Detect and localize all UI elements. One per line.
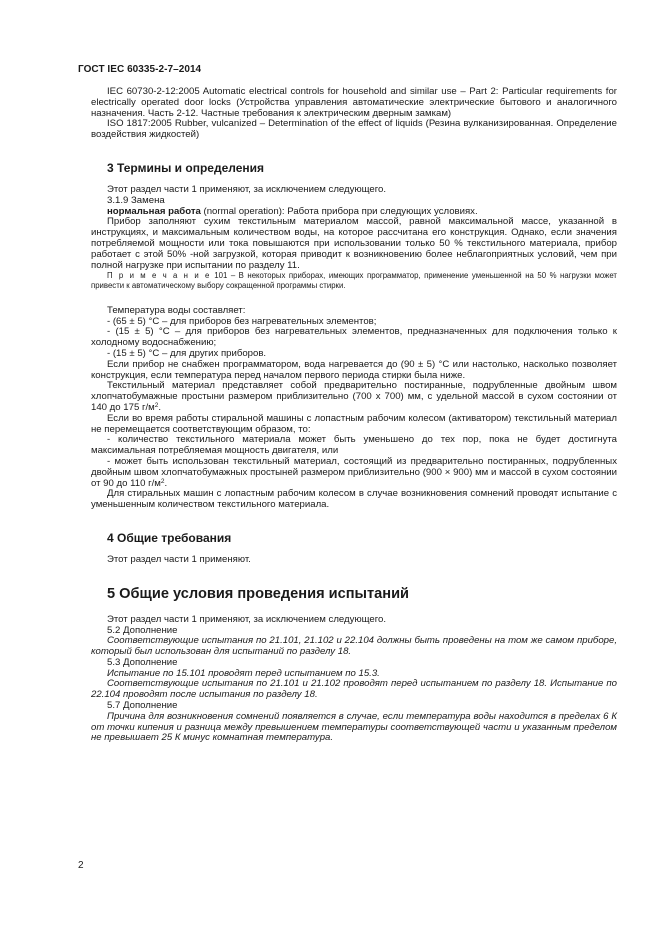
clause-5-3-text-1: Испытание по 15.101 проводят перед испытанием по 15.3. [107,667,380,679]
section-4-heading: 4 Общие требования [107,530,232,545]
note-label: П р и м е ч а н и е [107,271,211,281]
section-5-heading: 5 Общие условия проведения испытаний [107,585,410,602]
clause-5-3: 5.3 Дополнение [107,656,178,668]
alt-textile-end: . [164,477,168,489]
paragraph-activator: Если во время работы стиральной машины с лопастным рабочим колесом (активатором) текстильный материал не перемещается соответствующим образом, то: [91,412,617,435]
reference-iso-1817: ISO 1817:2005 Rubber, vulcanized – Determination of the effect of liquids (Резина вулканизированная. Определение воздействия жидкостей) [91,118,617,141]
textile-text: Текстильный материал представляет собой предварительно постиранные, подрубленные двойным швом хлопчатобумажные простыни размером приблизительно (700 х 700) мм, с удельной массой в сухом состоянии от 140 до 175 г/м [91,380,617,413]
clause-5-2-text: Соответствующие испытания по 21.101, 21.102 и 22.104 должны быть проведены на том же самом приборе, который был использован для испытаний по разделу 18. [91,635,617,658]
section-3-intro: Этот раздел части 1 применяют, за исключением следующего. [107,183,387,195]
section-3-heading: 3 Термины и определения [107,160,265,175]
page-number: 2 [78,860,84,871]
temperature-item: - (15 ± 5) °С – для других приборов. [107,347,267,359]
note-101 [91,271,617,289]
paragraph-textile [91,381,617,413]
clause-5-3-text-2: Соответствующие испытания по 21.101 и 21.102 проводят перед испытанием по разделу 18. Испытание по 22.104 проводят после испытания по разделу 18. [91,678,617,701]
paragraph-alt-textile [91,457,617,489]
temperature-item: - (65 ± 5) °С – для приборов без нагревательных элементов; [107,315,377,327]
alt-textile-text: - может быть использован текстильный материал, состоящий из предварительно постиранных, подрубленных двойным швом хлопчатобумажных простыней размером приблизительно (900 × 900) мм и массой в сухом состоянии от 90 до 110 г/м [91,455,617,489]
term-definition: (normal operation): Работа прибора при следующих условиях. [200,205,478,217]
superscript: 2 [160,477,165,485]
clause-3-1-9: 3.1.9 Замена [107,194,165,206]
document-header: ГОСТ IEC 60335-2-7–2014 [78,64,202,75]
paragraph-load: Прибор заполняют сухим текстильным материалом массой, равной максимальной массе, указанной в инструкциях, и максимальным количеством воды, на которое рассчитана его конструкция. Однако, если значения потребляемой мощности или тока повышаются при использовании только 50 % текстильного материала, прибор работает с этой 50% -ной загрузкой, которая приводит к возникновению более неблагоприятных условий, чем при полной нагрузке при испытании по разделу 11. [91,216,617,271]
clause-5-7: 5.7 Дополнение [107,700,178,712]
term-bold: нормальная работа [107,205,201,217]
superscript: 2 [154,401,159,409]
textile-end: . [158,401,162,413]
temperature-intro: Температура воды составляет: [107,304,246,316]
section-4-text: Этот раздел части 1 применяют. [107,553,251,565]
temperature-item: - (15 ± 5) °С – для приборов без нагревательных элементов, предназначенных для подключения только к холодному водоснабжению; [91,326,617,349]
paragraph-doubt: Для стиральных машин с лопастным рабочим колесом в случае возникновения сомнений проводят испытание с уменьшенным количеством текстильного материала. [91,488,617,511]
section-5-intro: Этот раздел части 1 применяют, за исключением следующего. [107,613,387,625]
paragraph-reduce-textile: - количество текстильного материала может быть уменьшено до тех пор, пока не будет достигнута максимальная потребляемая мощность двигателя, или [91,434,617,457]
clause-5-7-text: Причина для возникновения сомнений появляется в случае, если температура воды находится в пределах 6 К от точки кипения и разница между превышением температуры соответствующей части и указанным пределом не превышает 25 К минус комнатная температура. [91,710,617,744]
clause-5-2: 5.2 Дополнение [107,624,178,636]
note-text: 101 – В некоторых приборах, имеющих программатор, применение уменьшенной на 50 % нагрузки может привести к автоматическому выбору сокращенной программы стирки. [91,271,618,290]
reference-iec-60730: IEC 60730-2-12:2005 Automatic electrical controls for household and similar use – Part 2: Particular requirements for electrically operated door locks (Устройства управления автоматические электрические бытового и аналогичного назначения. Часть 2-12. Частные требования к электрическим дверным замкам) [91,86,617,119]
document-body [91,87,617,744]
paragraph-programmer: Если прибор не снабжен программатором, вода нагревается до (90 ± 5) °С или настолько, насколько позволяет конструкция, если температура перед началом первого периода стирки была ниже. [91,358,617,381]
